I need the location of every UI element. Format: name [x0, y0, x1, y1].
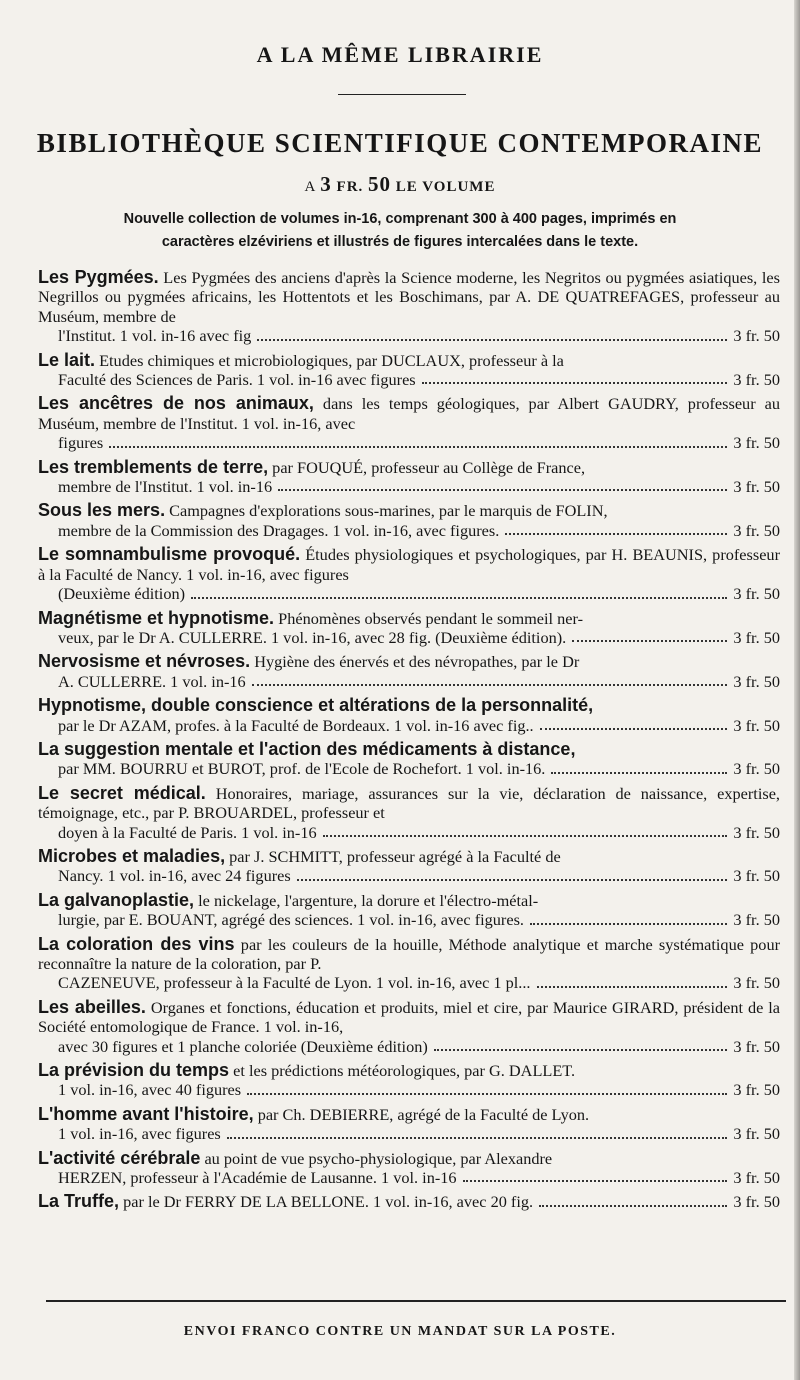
leader-dots — [530, 923, 727, 925]
entry-text — [38, 1149, 780, 1168]
entry-text — [38, 740, 780, 759]
book-entry — [38, 268, 780, 346]
entry-final-line — [38, 672, 780, 691]
book-description: Campagnes d'explorations sous-marines, par le marquis de FOLIN, — [169, 501, 608, 521]
book-description: par les couleurs de la houille, Méthode analytique et marche systématique pour reconnaître la nature de la coloration, par P. — [38, 934, 781, 973]
page-edge — [794, 0, 800, 1380]
book-title: La prévision du temps — [38, 1060, 230, 1081]
entry-text — [38, 847, 780, 866]
book-entry — [38, 545, 780, 603]
book-title: Magnétisme et hypnotisme. — [38, 607, 275, 628]
book-entry — [38, 847, 780, 886]
book-price: 3 fr. 50 — [733, 671, 780, 691]
entry-final-text: A. CULLERRE. 1 vol. in-16 — [58, 671, 246, 691]
entry-text — [38, 458, 780, 477]
book-description: Organes et fonctions, éducation et produits, miel et cire, par Maurice GIRARD, président de la Société entomologique de France. 1 vol. in-16, — [38, 997, 781, 1037]
book-title: Le somnambulisme provoqué. — [38, 544, 301, 565]
book-list — [38, 268, 780, 1217]
book-entry — [38, 1149, 780, 1188]
entry-final-text: HERZEN, professeur à l'Académie de Lausanne. 1 vol. in-16 — [58, 1168, 457, 1188]
book-title: Les tremblements de terre, — [38, 456, 269, 477]
entry-text — [38, 891, 780, 910]
price-fr: FR. — [336, 179, 364, 195]
book-entry — [38, 998, 780, 1056]
entry-text — [38, 351, 780, 370]
book-price: 3 fr. 50 — [733, 866, 780, 886]
book-entry — [38, 501, 780, 540]
entry-final-text: par le Dr FERRY DE LA BELLONE. 1 vol. in-16, avec 20 fig. — [123, 1192, 534, 1212]
entry-text — [38, 545, 780, 584]
leader-dots — [572, 640, 727, 642]
book-entry — [38, 696, 780, 735]
book-entry — [38, 351, 780, 390]
book-entry — [38, 891, 780, 930]
book-title: Les abeilles. — [38, 996, 146, 1017]
collection-title: BIBLIOTHÈQUE SCIENTIFIQUE CONTEMPORAINE — [36, 128, 764, 158]
entry-text — [38, 696, 780, 715]
entry-final-line — [38, 973, 780, 992]
entry-final-line — [38, 1080, 780, 1099]
entry-final-text: (Deuxième édition) — [58, 584, 186, 604]
book-description: Honoraires, mariage, assurances sur la vie, déclaration de naissance, expertise, témoignage, etc., par P. BROUARDEL, professeur et — [38, 783, 780, 823]
price-line — [0, 172, 800, 197]
book-price: 3 fr. 50 — [733, 370, 780, 390]
book-title: L'homme avant l'histoire, — [38, 1103, 254, 1124]
entry-final-text: 1 vol. in-16, avec 40 figures — [58, 1080, 242, 1100]
book-title: La Truffe, — [38, 1191, 120, 1212]
entry-final-line — [38, 910, 780, 929]
leader-dots — [297, 879, 728, 881]
footer-note: ENVOI FRANCO CONTRE UN MANDAT SUR LA POSTE. — [183, 1324, 617, 1339]
book-entry — [38, 1192, 780, 1211]
leader-dots — [323, 835, 728, 837]
leader-dots — [434, 1049, 728, 1051]
entry-final-text: figures — [58, 433, 104, 453]
entry-final-text: l'Institut. 1 vol. in-16 avec fig — [58, 326, 252, 346]
price-number-1: 3 — [320, 172, 332, 196]
book-description: dans les temps géologiques, par Albert GAUDRY, professeur au Muséum, membre de l'Institut. 1 vol. in-16, avec — [38, 394, 781, 433]
book-title: Le lait. — [38, 349, 96, 370]
entry-final-line — [38, 521, 780, 540]
book-title: La coloration des vins — [38, 933, 235, 954]
leader-dots — [227, 1137, 728, 1139]
entry-final-line — [38, 866, 780, 885]
book-description: Hygiène des énervés et des névropathes, par le Dr — [254, 652, 580, 672]
description-line-2: caractères elzéviriens et illustrés de figures intercalées dans le texte. — [161, 234, 639, 250]
book-price: 3 fr. 50 — [733, 520, 780, 540]
entry-final-text: par le Dr AZAM, profes. à la Faculté de Bordeaux. 1 vol. in-16 avec fig.. — [58, 715, 534, 735]
price-suffix: LE VOLUME — [395, 179, 496, 195]
book-title: La galvanoplastie, — [38, 889, 195, 910]
book-title: Sous les mers. — [38, 500, 166, 521]
price-a: A — [304, 179, 316, 195]
book-description: par FOUQUÉ, professeur au Collège de France, — [272, 457, 586, 477]
book-price: 3 fr. 50 — [733, 433, 780, 453]
entry-final-line — [38, 370, 780, 389]
book-entry — [38, 652, 780, 691]
book-title: Nervosisme et névroses. — [38, 651, 251, 672]
entry-text — [38, 501, 780, 520]
book-entry — [38, 458, 780, 497]
entry-final-text: Faculté des Sciences de Paris. 1 vol. in-16 avec figures — [58, 370, 416, 390]
description-line-1: Nouvelle collection de volumes in-16, comprenant 300 à 400 pages, imprimés en — [123, 211, 677, 227]
leader-dots — [247, 1093, 727, 1095]
entry-final-text: Nancy. 1 vol. in-16, avec 24 figures — [58, 866, 291, 886]
leader-dots — [551, 772, 727, 774]
book-price: 3 fr. 50 — [733, 1124, 780, 1144]
entry-text — [38, 652, 780, 671]
entry-final-line — [38, 1168, 780, 1187]
header-rule — [338, 94, 466, 95]
leader-dots — [278, 489, 727, 491]
book-title: Microbes et maladies, — [38, 845, 226, 866]
book-price: 3 fr. 50 — [733, 1080, 780, 1100]
book-description: Les Pygmées des anciens d'après la Science moderne, les Negritos ou pygmées asiatiques, les Negrillos ou pygmées africains, les Hottentots et les Boschimans, par A. DE QUATREFAGES, professeur au Muséum, membre de — [38, 268, 780, 326]
book-price: 3 fr. 50 — [733, 822, 780, 842]
collection-description — [0, 208, 800, 254]
book-title: L'activité cérébrale — [38, 1147, 201, 1168]
entry-text — [38, 935, 780, 974]
book-price: 3 fr. 50 — [733, 910, 780, 930]
book-price: 3 fr. 50 — [733, 477, 780, 497]
book-title: Le secret médical. — [38, 782, 206, 803]
entry-final-line — [38, 477, 780, 496]
entry-final-line — [38, 584, 780, 603]
entry-final-text: membre de la Commission des Dragages. 1 vol. in-16, avec figures. — [58, 520, 500, 540]
book-price: 3 fr. 50 — [733, 584, 780, 604]
entry-final-line — [38, 759, 780, 778]
entry-final-text: veux, par le Dr A. CULLERRE. 1 vol. in-16, avec 28 fig. (Deuxième édition). — [58, 627, 567, 647]
book-title: Hypnotisme, double conscience et altérations de la personnalité, — [38, 695, 594, 716]
leader-dots — [257, 339, 727, 341]
entry-final-line — [38, 823, 780, 842]
book-price: 3 fr. 50 — [733, 973, 780, 993]
entry-final-line — [38, 433, 780, 452]
leader-dots — [537, 986, 728, 988]
leader-dots — [422, 382, 728, 384]
price-number-2: 50 — [368, 172, 392, 196]
book-title: La suggestion mentale et l'action des médicaments à distance, — [38, 738, 576, 759]
book-description: Phénomènes observés pendant le sommeil ner- — [278, 608, 584, 628]
leader-dots — [252, 684, 728, 686]
book-entry — [38, 1105, 780, 1144]
book-entry — [38, 609, 780, 648]
entry-final-line — [38, 1124, 780, 1143]
entry-final-line — [38, 716, 780, 735]
leader-dots — [540, 728, 728, 730]
book-description: par J. SCHMITT, professeur agrégé à la Faculté de — [229, 846, 561, 866]
book-title: Les Pygmées. — [38, 267, 159, 287]
entry-final-text: membre de l'Institut. 1 vol. in-16 — [58, 477, 273, 497]
book-entry — [38, 935, 780, 993]
library-heading: A LA MÊME LIBRAIRIE — [256, 42, 544, 67]
leader-dots — [109, 446, 727, 448]
entry-final-text: 1 vol. in-16, avec figures — [58, 1124, 221, 1144]
book-description: Études physiologiques et psychologiques, par H. BEAUNIS, professeur à la Faculté de Nancy. 1 vol. in-16, avec figures — [38, 545, 780, 584]
entry-final-text: doyen à la Faculté de Paris. 1 vol. in-16 — [58, 822, 317, 842]
entry-final-text: par MM. BOURRU et BUROT, prof. de l'Ecole de Rochefort. 1 vol. in-16. — [58, 759, 546, 779]
book-price: 3 fr. 50 — [733, 1168, 780, 1188]
entry-text — [38, 784, 780, 823]
footer-rule — [46, 1300, 786, 1302]
book-description: Etudes chimiques et microbiologiques, par DUCLAUX, professeur à la — [99, 350, 564, 370]
entry-text — [38, 609, 780, 628]
entry-text — [38, 394, 780, 433]
entry-final-text: avec 30 figures et 1 planche coloriée (Deuxième édition) — [58, 1036, 428, 1056]
book-price: 3 fr. 50 — [733, 1192, 780, 1212]
book-description: au point de vue psycho-physiologique, par Alexandre — [204, 1148, 553, 1168]
book-price: 3 fr. 50 — [733, 326, 780, 346]
book-price: 3 fr. 50 — [733, 627, 780, 647]
entry-text — [38, 1105, 780, 1124]
entry-final-line — [38, 1037, 780, 1056]
book-entry — [38, 740, 780, 779]
book-price: 3 fr. 50 — [733, 715, 780, 735]
book-entry — [38, 1061, 780, 1100]
book-description: le nickelage, l'argenture, la dorure et l'électro-métal- — [198, 890, 539, 910]
book-description: par Ch. DEBIERRE, agrégé de la Faculté de Lyon. — [257, 1104, 590, 1124]
entry-text — [38, 1061, 780, 1080]
entry-final-line — [38, 628, 780, 647]
book-entry — [38, 784, 780, 842]
book-price: 3 fr. 50 — [733, 1036, 780, 1056]
book-description: et les prédictions météorologiques, par G. DALLET. — [233, 1061, 576, 1081]
book-price: 3 fr. 50 — [733, 759, 780, 779]
entry-final-text: lurgie, par E. BOUANT, agrégé des sciences. 1 vol. in-16, avec figures. — [58, 910, 524, 930]
entry-final-line — [38, 326, 780, 345]
leader-dots — [463, 1180, 728, 1182]
entry-text — [38, 998, 780, 1037]
entry-final-line — [38, 1192, 780, 1211]
leader-dots — [191, 597, 727, 599]
book-title: Les ancêtres de nos animaux, — [38, 393, 314, 414]
leader-dots — [505, 533, 727, 535]
entry-text — [38, 268, 780, 326]
leader-dots — [539, 1205, 727, 1207]
entry-final-text: CAZENEUVE, professeur à la Faculté de Lyon. 1 vol. in-16, avec 1 pl... — [58, 973, 531, 993]
book-entry — [38, 394, 780, 452]
